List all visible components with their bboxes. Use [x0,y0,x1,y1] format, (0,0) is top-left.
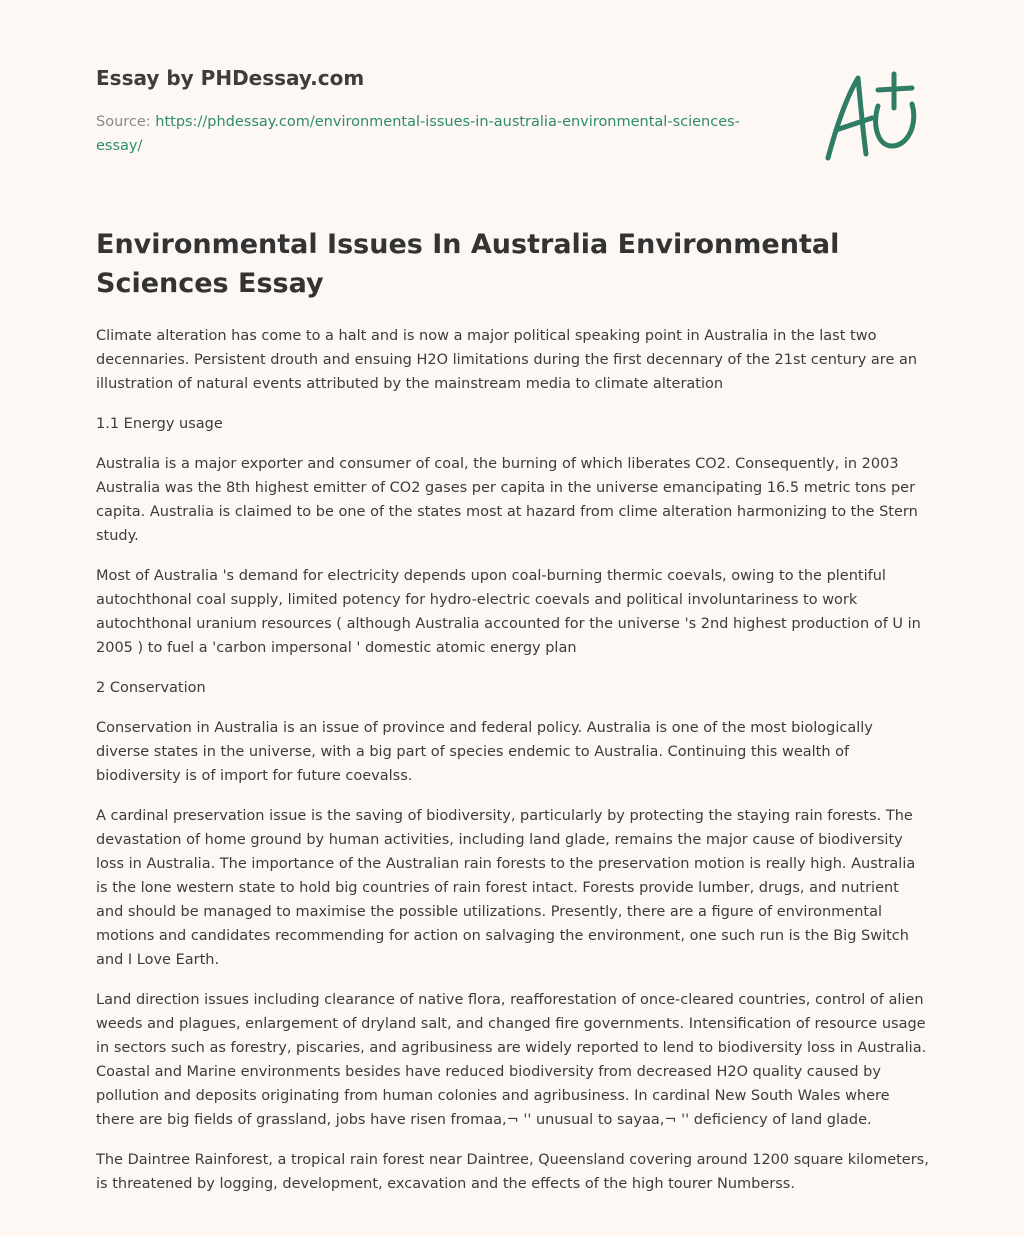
paragraph: Conservation in Australia is an issue of province and federal policy. Australia is one of the most biologically diverse states in the universe, with a big part of species endemic to Australia. Continuing this wealth of biodiversity is of import for future coevalss. [96,720,873,784]
a-plus-logo-icon [820,68,924,164]
essay-body [96,324,930,1212]
site-title: Essay by PHDessay.com [96,66,365,90]
paragraph: Most of Australia 's demand for electricity depends upon coal-burning thermic coevals, owing to the plentiful autochthonal coal supply, limited potency for hydro-electric coevals and political involuntariness to work autochthonal uranium resources ( although Australia accounted for the universe 's 2nd highest production of U in 2005 ) to fuel a 'carbon impersonal ' domestic atomic energy plan [96,568,921,656]
section-heading: 2 Conservation [96,680,206,696]
paragraph: The Daintree Rainforest, a tropical rain forest near Daintree, Queensland covering around 1200 square kilometers, is threatened by logging, development, excavation and the effects of the high tourer Numberss. [96,1152,929,1192]
paragraph: A cardinal preservation issue is the saving of biodiversity, particularly by protecting the staying rain forests. The devastation of home ground by human activities, including land glade, remains the major cause of biodiversity loss in Australia. The importance of the Australian rain forests to the preservation motion is really high. Australia is the lone western state to hold big countries of rain forest intact. Forests provide lumber, drugs, and nutrient and should be managed to maximise the possible utilizations. Presently, there are a figure of environmental motions and candidates recommending for action on salvaging the environment, one such run is the Big Switch and I Love Earth. [96,808,916,968]
source-label: Source: [96,114,151,130]
paragraph: Climate alteration has come to a halt and is now a major political speaking point in Australia in the last two decennaries. Persistent drouth and ensuing H2O limitations during the first decennary of the 21st century are an illustration of natural events attributed by the mainstream media to climate alteration [96,328,918,392]
paragraph: Land direction issues including clearance of native flora, reafforestation of once-cleared countries, control of alien weeds and plagues, enlargement of dryland salt, and changed fire governments. Intensification of resource usage in sectors such as forestry, piscaries, and agribusiness are widely reported to lend to biodiversity loss in Australia. Coastal and Marine environments besides have reduced biodiversity from decreased H2O quality caused by pollution and deposits originating from human colonies and agribusiness. In cardinal New South Wales where there are big fields of grassland, jobs have risen fromaa,¬ '' unusual to sayaa,¬ '' deficiency of land glade. [96,992,927,1128]
source-line [96,110,776,158]
essay-title: Environmental Issues In Australia Environmental Sciences Essay [96,229,840,299]
paragraph: Australia is a major exporter and consumer of coal, the burning of which liberates CO2. Consequently, in 2003 Australia was the 8th highest emitter of CO2 gases per capita in the universe emancipating 16.5 metric tons per capita. Australia is claimed to be one of the states most at hazard from clime alteration harmonizing to the Stern study. [96,456,918,544]
section-heading: 1.1 Energy usage [96,416,223,432]
source-link[interactable]: https://phdessay.com/environmental-issues-in-australia-environmental-sciences-essay/ [96,114,740,154]
